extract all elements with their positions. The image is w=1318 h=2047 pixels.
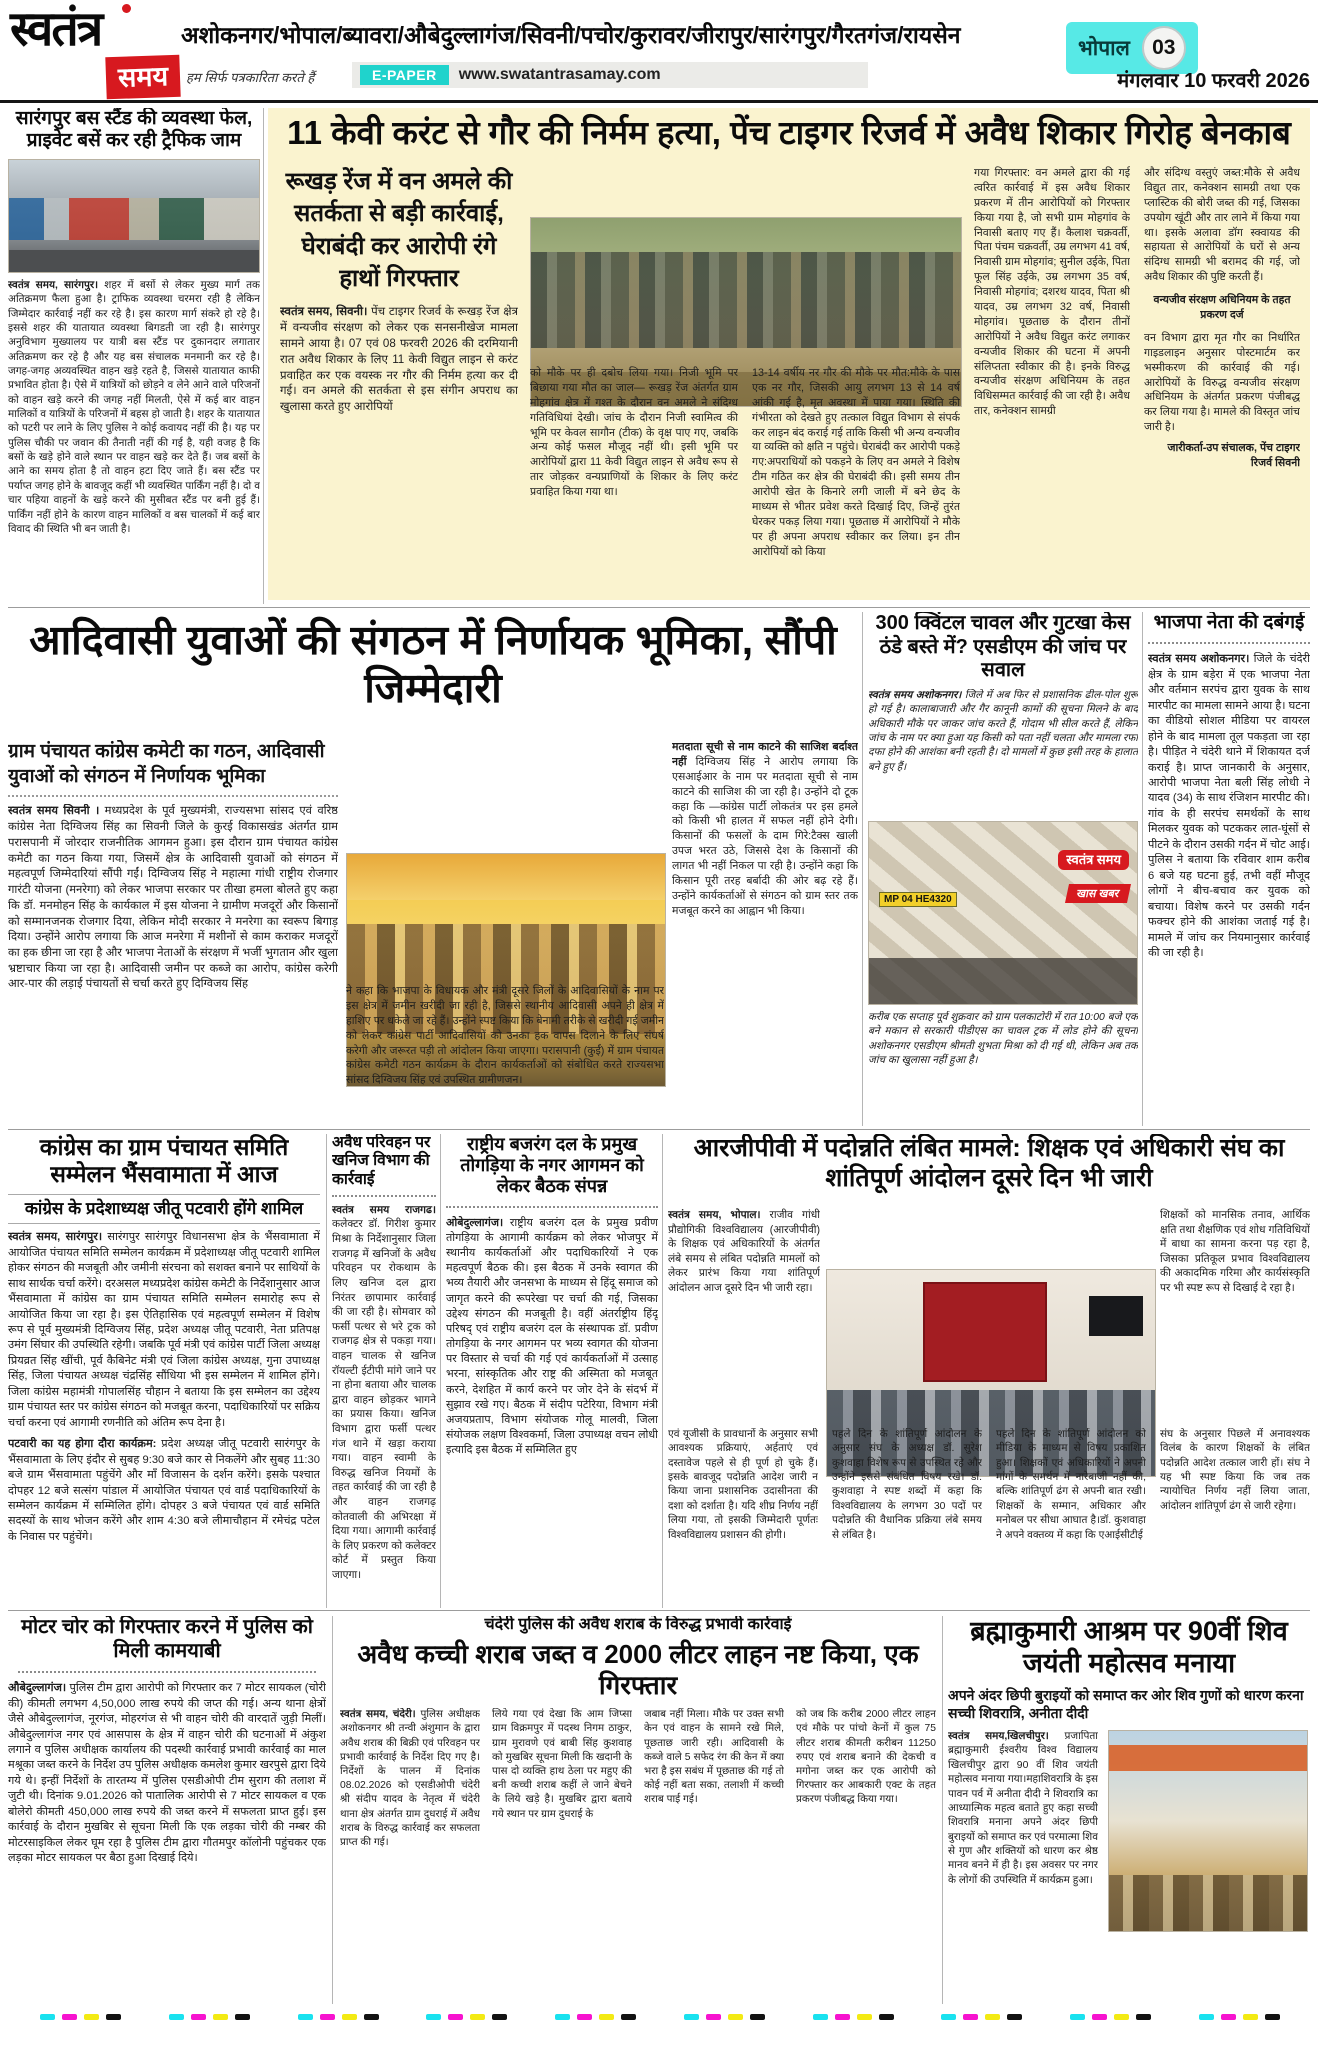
yellow-mark bbox=[213, 2014, 228, 2020]
motor-body: पुलिस टीम द्वारा आरोपी को गिरफ्तार कर 7 मोटर सायकल (चोरी की) कीमती लगभग 4,50,000 लाख रुपये की जप्त की गई। अन्य थाना क्षेत्रों जैसे औबेदुल्लागंज, नूरगंज, मोहरगंज से भी वाहन चोरी की वारदातें जुड़ी मिलीं।औबेदुल्लागंज नगर एवं आसपास के क्षेत्र में वाहन चोरी की घटनाओं में अंकुश लगाने व पुलिस अधीक्षक कार्यालय की पदस्थी कार्रवाई प्रभावी कार्रवाई का माल मश्रूका जब्त करने के निर्देश उप पुलिस अधीक्षक कमलेश कुमार खरपुसे द्वारा दिये गये थे। इन्हीं निर्देशों के तारतम्य में पुलिस एसडीओपी टीम सुराग की तलाश में जुटी थी। दिनांक 9.01.2026 को पातालिक आरोपी से 7 मोटर सायकल व एक बोलेरो कीमती 450,000 लाख रुपये की जब्त करने में सफलता प्राप्त हुई। इस कार्रवाई के दौरान मुखबिर से सूचना मिली कि एक लड़का चोरी की नम्बर की मोटरसाइकिल लेकर घूम रहा है पुलिस टीम द्वारा गौतमपुर कॉलोनी पहुंचकर एक लड़का मोटर सायकल पर बैठा हुआ दिखाई दिये। bbox=[8, 1682, 326, 1865]
magenta-mark bbox=[448, 2014, 463, 2020]
column-rule bbox=[326, 1134, 327, 1608]
gaur-arrested-col: गया गिरफ्तार: वन अमले द्वारा की गई त्वरित कार्रवाई में इस अवैध शिकार प्रकरण में तीन आरोपियों को गिरफ्तार किया गया है, जो सभी ग्राम मोहगांव के निवासी बताए गए हैं। कैलाश चक्रवर्ती, पिता पंचम चक्रवर्ती, उम्र लगभग 41 वर्ष, निवासी ग्राम मोहगांव; सुनील उईके, पिता फूल सिंह उईके, उम्र लगभग 35 वर्ष, निवासी मोहगांव; दशरथ यादव, पिता श्री यादव, उम्र लगभग 32 वर्ष, निवासी मोहगांव। पूछताछ के दौरान तीनों आरोपियों ने अवैध विद्युत करंट लगाकर वन्यजीव शिकार की घटना में अपनी संलिप्तता स्वीकार की है। इनके विरुद्ध वन्यजीव संरक्षण अधिनियम के तहत विधिसम्मत कार्रवाई की जा रही है। अवैध तार, कनेक्शन सामग्री bbox=[974, 167, 1130, 418]
shiv-headline: ब्रह्माकुमारी आश्रम पर 90वीं शिव जयंती महोत्सव मनाया bbox=[970, 1616, 1288, 1678]
article-motor-chor bbox=[8, 1616, 326, 2004]
gaur-byline: स्वतंत्र समय, सिवनी। bbox=[280, 304, 368, 318]
banner-shape bbox=[1109, 1745, 1307, 1771]
cyan-mark bbox=[813, 2014, 828, 2020]
edition-cities: अशोकनगर/भोपाल/ब्यावरा/औबेदुल्लागंज/सिवनी/पचोर/कुरावर/जीरापुर/सारंगपुर/गैरतगंज/रायसेन bbox=[181, 22, 961, 48]
black-mark bbox=[1136, 2014, 1151, 2020]
cmyk-mark-group bbox=[298, 2014, 379, 2020]
column-rule bbox=[1142, 612, 1143, 1126]
sammelan-body: सारंगपुर सारंगपुर विधानसभा क्षेत्र के भैंसवामाता में आयोजित पंचायत समिति सम्मेलन कार्यक्रम में प्रदेशाध्यक्ष जीतू पटवारी शामिल होकर संगठन की मजबूती और जमीनी संरचना को सशक्त बनाने पर साथियों के साथ सार्थक चर्चा करेंगे। दरअसल मध्यप्रदेश कांग्रेस कमेटी के निर्देशानुसार आज भैंसवामाता में कांग्रेस का ग्राम पंचायत समिति सम्मेलन समारोह रूप से आयोजित किया जा रहा है। इस ऐतिहासिक एवं महत्वपूर्ण सम्मेलन में विशेष रूप से पूर्व मुख्यमंत्री दिग्विजय सिंह, प्रदेश अध्यक्ष जीतू पटवारी, नेता प्रतिपक्ष उमंग सिंघार की उपस्थिति रहेगी। जबकि पूर्व मंत्री एवं कांग्रेस पार्टी जिला अध्यक्ष प्रियव्रत सिंह खींची, पूर्व कैबिनेट मंत्री एवं जिला कांग्रेस अध्यक्ष, गुना उपाध्यक्ष सिंह, जिला पंचायत अध्यक्ष चंद्रसिंह सौंधिया भी इस सम्मेलन में शामिल होंगे। जिला कांग्रेस महामंत्री गोपालसिंह चौहान ने बताया कि इस सम्मेलन का उद्देश्य ग्राम पंचायत स्तर पर कांग्रेस संगठन को मजबूत करना, पदाधिकारियों पर सक्रिय चर्चा करना एवं आगामी रणनीति को अंतिम रूप देना है। bbox=[8, 1231, 320, 1429]
sharab-col3: जबाब नहीं मिला। मौके पर उक्त सभी केन एवं वाहन के सामने रखे मिले, पूछताछ जारी रही। आदिवासी के कब्जे वाले 5 सफेद रंग की केन में क्या भरा है इस सबंध में पूछताछ की गई तो कोई नहीं बता सका, तलाशी में कच्ची शराब पाई गई। bbox=[644, 1709, 784, 1806]
column-rule bbox=[942, 1616, 943, 2004]
bus-stand-photo bbox=[8, 159, 260, 273]
adivasi-right-lead: मतदाता सूची से नाम काटने की साजिश बर्दाश्त नहीं bbox=[672, 741, 858, 768]
motor-byline: औबेदुल्लागंज। bbox=[8, 1682, 67, 1695]
cyan-mark bbox=[169, 2014, 184, 2020]
column-rule bbox=[332, 1616, 333, 2004]
article-khanij-karwai bbox=[332, 1134, 436, 1608]
black-mark bbox=[621, 2014, 636, 2020]
dabangai-byline: स्वतंत्र समय अशोकनगर। bbox=[1148, 653, 1250, 666]
article-bus-stand bbox=[8, 108, 260, 604]
cyan-mark bbox=[684, 2014, 699, 2020]
gaur-headline: 11 केवी करंट से गौर की निर्मम हत्या, पेंच टाइगर रिजर्व में अवैध शिकार गिरोह बेनकाब bbox=[287, 114, 1291, 151]
adivasi-subhead: ग्राम पंचायत कांग्रेस कमेटी का गठन, आदिवासी युवाओं को संगठन में निर्णायक भूमिका bbox=[8, 740, 338, 797]
issue-date: मंगलवार 10 फरवरी 2026 bbox=[1117, 70, 1310, 92]
magenta-mark bbox=[62, 2014, 77, 2020]
epaper-button[interactable]: E-PAPER bbox=[360, 65, 449, 85]
togadia-byline: ओबेदुल्लागंज। bbox=[446, 1216, 504, 1229]
shiv-byline: स्वतंत्र समय,खिलचीपुर। bbox=[948, 1731, 1049, 1743]
cmyk-mark-group bbox=[684, 2014, 765, 2020]
yellow-mark bbox=[342, 2014, 357, 2020]
yellow-mark bbox=[84, 2014, 99, 2020]
shiv-jayanti-photo bbox=[1108, 1730, 1308, 1932]
magenta-mark bbox=[191, 2014, 206, 2020]
rgpv-body-left: राजीव गांधी प्रौद्योगिकी विश्वविद्यालय (आरजीपीवी) के शिक्षक एवं अधिकारियों के अंतर्गत लंबे समय से लंबित पदोन्नति मामलों को लेकर प्रारंभ किया गया शांतिपूर्ण आंदोलन आज दूसरे दिन भी जारी रहा। bbox=[668, 1209, 820, 1295]
magenta-mark bbox=[1092, 2014, 1107, 2020]
magenta-mark bbox=[320, 2014, 335, 2020]
article-sharab-jabti bbox=[340, 1616, 936, 2004]
adivasi-body-right: दिग्विजय सिंह ने आरोप लगाया कि एसआईआर के नाम पर मतदाता सूची से नाम काटने की साजिश की जा रही है। उन्होंने दो टूक कहा कि —कांग्रेस पार्टी लोकतंत्र पर इस हमले को किसी भी हालत में सफल नहीं होने देगी। किसानों की फसलों के दाम गिरे:टैक्स खाली उपज भरत उठे, जिससे देश के किसानों की लागत भी नहीं निकल पा रही है। उन्होंने कहा कि किसान पूरी तरह बर्बादी की ओर बढ़ रहे हैं। उन्होंने कार्यकर्ताओं से संगठन को ग्राम स्तर तक मजबूत करने का आह्वान भी किया। bbox=[672, 755, 858, 917]
black-mark bbox=[1265, 2014, 1280, 2020]
cmyk-mark-group bbox=[426, 2014, 507, 2020]
rgpv-col4: संघ के अनुसार पिछले में अनावश्यक विलंब के कारण शिक्षकों के लंबित पदोन्नति आदेश तत्काल जारी हों। संघ ने यह भी स्पष्ट किया कि जब तक न्यायोचित निर्णय नहीं लिया जाता, आंदोलन शांतिपूर्ण ढंग से जारी रहेगा। bbox=[1160, 1429, 1310, 1512]
yellow-mark bbox=[1243, 2014, 1258, 2020]
cmyk-mark-group bbox=[1199, 2014, 1280, 2020]
rice-body-2: करीब एक सप्ताह पूर्व शुक्रवार को ग्राम पलकाटोरी में रात 10:00 बजे एक बने मकान से सरकारी पीडीएस का चावल ट्रक में लोड होने की सूचना अशोकनगर एसडीएम श्रीमती शुभता मिश्रा को दी गई थी, लेकिन अब तक जांच का खुलासा नहीं हुआ है। bbox=[868, 1011, 1138, 1066]
gaur-under-photo-col2: 13-14 वर्षीय नर गौर की मौके पर मौत:मौके के पास एक नर गौर, जिसकी आयु लगभग 13 से 14 वर्ष आंकी गई है, मृत अवस्था में पाया गया। स्थिति की गंभीरता को देखते हुए तत्काल विद्युत विभाग से संपर्क कर लाइन बंद कराई गई ताकि किसी भी अन्य वन्यजीव या व्यक्ति को क्षति न पहुंचे। घेराबंदी कर आरोपी पकड़े गए:अपराधियों को पकड़ने के लिए वन अमले ने विशेष टीम गठित कर क्षेत्र की घेराबंदी की। इसी समय तीन आरोपी खेत के किनारे लगी जाली में बने छेद के माध्यम से भीतर प्रवेश करते दिखाई दिए, जिन्हें तुरंत घेरकर पकड़ लिया गया। पूछताछ में आरोपियों ने मौके पर ही अपना अपराध स्वीकार कर लिया। इन तीन आरोपियों को किया bbox=[752, 367, 960, 558]
rgpv-byline: स्वतंत्र समय, भोपाल। bbox=[668, 1209, 761, 1221]
road-shape bbox=[9, 250, 259, 272]
column-rule bbox=[862, 612, 863, 1126]
column-rule bbox=[440, 1134, 441, 1608]
cyan-mark bbox=[1199, 2014, 1214, 2020]
sharab-col4: को जब कि करीब 2000 लीटर लाहन एवं मौके पर पांचो केनों में कुल 75 लीटर शराब कीमती करीबन 11250 रुपए एवं शराब बनाने की देकची व मगोना जब्त कर एक आरोपी को गिरफ्तार कर आबकारी एक्ट के तहत प्रकरण पंजीबद्ध किया गया। bbox=[796, 1709, 936, 1806]
column-rule bbox=[662, 1134, 663, 1608]
cyan-mark bbox=[40, 2014, 55, 2020]
article-shiv-jayanti bbox=[948, 1616, 1310, 2004]
cmyk-mark-group bbox=[813, 2014, 894, 2020]
masthead-title: स्वतंत्र bbox=[10, 3, 102, 56]
magenta-mark bbox=[577, 2014, 592, 2020]
section-rule bbox=[8, 607, 1310, 608]
rice-byline: स्वतंत्र समय अशोकनगर। bbox=[868, 689, 962, 701]
rice-seizure-photo bbox=[868, 821, 1138, 1005]
bus-stand-body: शहर में बसों से लेकर मुख्य मार्ग तक अतिक्रमण फैला हुआ है। ट्राफिक व्यवस्था चरमरा रही है लेकिन जिम्मेदार कार्रवाई नहीं कर रहे है। इस कारण मार्ग संकरे हो रहे है। इससे शहर की यातायात व्यवस्था बिगडती जा रही है। सारंगपुर अनुविभाग मुख्यालय पर यात्री बस स्टैंड पर दुकानदार लगातार अतिक्रमण कर रहे है और यह बस संचालक मनमानी कर रहे है। जगह-जगह अव्यवस्थित वाहन खड़े रहते है, जिससे यातायात काफी प्रभावित होता है। ऐसे में यात्रियों को छोड़ने व लेने आने वाले परिजनों को वाहन खड़े करने की जगह नहीं मिलती, ऐसे में कई बार वाहन मालिकों व यात्रियों के परिजनों में बहस हो जाती है। शहर के यातायात को पटरी पर लाने के लिए पुलिस ने कोई कवायद नहीं की है। यह पर पुलिस चौकी पर जवान की तैनाती नहीं की गई है, यही वजह है कि बसों के खड़े होने वाले स्थान पर वाहन खड़े कर देते हैं। जब बसों के आने का समय होता है तो वाहन हटा दिए जाते हैं। बस स्टैंड पर पर्याप्त जगह होने के बावजूद कहीं भी व्यवस्थित पार्किंग नहीं है। दो व चार पहिया वाहनों के खड़े करने की मुसीबत स्टैंड पर बनी हुई हैं। पार्किंग नहीं होने के कारण वाहन मालिकों व बस चालकों में कई बार विवाद की स्थिति भी बन जाती है। bbox=[8, 279, 260, 535]
black-mark bbox=[879, 2014, 894, 2020]
rgpv-headline: आरजीपीवी में पदोन्नति लंबित मामले: शिक्षक एवं अधिकारी संघ का शांतिपूर्ण आंदोलन दूसरे दिन भी जारी bbox=[693, 1134, 1285, 1192]
dabangai-headline: भाजपा नेता की दबंगई bbox=[1148, 612, 1310, 644]
header-rule bbox=[0, 100, 1318, 103]
newspaper-photo-badge: स्वतंत्र समय bbox=[1058, 850, 1129, 870]
sharab-headline: अवैध कच्ची शराब जब्त व 2000 लीटर लाहन नष्ट किया, एक गिरफ्तार bbox=[357, 1638, 919, 1700]
sammelan-byline: स्वतंत्र समय, सारंगपुर। bbox=[8, 1231, 103, 1244]
rgpv-col1: एवं यूजीसी के प्रावधानों के अनुसार सभी आवश्यक प्रक्रियाएं, अर्हताएं एवं दस्तावेज पहले से ही पूर्ण हो चुके हैं। इसके बावजूद पदोन्नति आदेश जारी न किया जाना प्रशासनिक उदासीनता की दशा को दर्शाता है। यदि शीघ्र निर्णय नहीं लिया गया, तो इसकी जिम्मेदारी पूर्णतः विश्वविद्यालय प्रशासन की होगी। bbox=[668, 1429, 818, 1541]
sammelan-tour-body: प्रदेश अध्यक्ष जीतू पटवारी सारंगपुर के भैंसवामाता के लिए इंदौर से सुबह 9:30 बजे कार से निकलेंगे और सुबह 11:30 बजे ग्राम भैंसवामाता पहुंचेंगे और माँ विजासन के दर्शन करेंगे। इसके पश्चात दोपहर 12 बजे सत्संग पांडाल में आयोजित पंचायत एवं वार्ड पदाधिकारियों के सम्मेलन कार्यक्रम में सम्मिलित होंगे। दोपहर 3 बजे पंचायत एवं वार्ड समिति सदस्यों के साथ भोजन करेंगे और शाम 4:30 बजे लीमाचौहान में रमेचंद्र पटेल के निवास पर पहुंचेंगे। bbox=[8, 1438, 320, 1543]
sharab-byline: स्वतंत्र समय, चंदेरी। bbox=[340, 1709, 416, 1721]
black-mark bbox=[364, 2014, 379, 2020]
shiv-subhead: अपने अंदर छिपी बुराइयों को समाप्त कर ओर शिव गुणों को धारण करना सच्ची शिवरात्रि, अनीता दीदी bbox=[948, 1686, 1304, 1721]
article-rice-case bbox=[868, 612, 1138, 1126]
gaur-intro: पेंच टाइगर रिजर्व के रूखड़ रेंज क्षेत्र में वन्यजीव संरक्षण को लेकर एक सनसनीखेज मामला सामने आया है। 07 एवं 08 फरवरी 2026 की दरमियानी रात अवैध शिकार के लिए 11 केवी विद्युत लाइन से करंट प्रवाहित कर एक वयस्क नर गौर की निर्मम हत्या कर दी गई। वन अमले की सतर्कता से इस संगीन अपराध का खुलासा करते हुए आरोपियों bbox=[280, 304, 518, 414]
gaur-under-photo-col1: को मौके पर ही दबोच लिया गया। निजी भूमि पर बिछाया गया मौत का जाल— रूखड़ रेंज अंतर्गत ग्राम मोहगांव क्षेत्र में गश्त के दौरान वन अमले ने संदिग्ध गतिविधियां देखी। जांच के दौरान निजी स्वामित्व की भूमि पर केवल सागौन (टीक) के वृक्ष पाए गए, जबकि अन्य कोई फसल मौजूद नहीं थी। इसी भूमि पर आरोपियों द्वारा 11 केवी विद्युत लाइन से अवैध रूप से तार जोड़कर वन्यप्राणियों के शिकार के लिए करंट प्रवाहित किया गया था। bbox=[530, 367, 738, 499]
khanij-byline: स्वतंत्र समय राजगढ। bbox=[332, 1203, 436, 1216]
edition-name: भोपाल bbox=[1078, 37, 1130, 60]
adivasi-byline: स्वतंत्र समय सिवनी । bbox=[8, 805, 100, 818]
masthead bbox=[10, 3, 180, 98]
bus-stand-byline: स्वतंत्र समय, सारंगपुर। bbox=[8, 279, 99, 291]
yellow-mark bbox=[599, 2014, 614, 2020]
togadia-body: राष्ट्रीय बजरंग दल के प्रमुख प्रवीण तोगड़िया के आगामी कार्यक्रम को लेकर भोजपुर में स्थानीय कार्यकर्ताओं और पदाधिकारियों ने एक महत्वपूर्ण बैठक की। इस बैठक में उनके स्वागत की भव्य तैयारी और जनसभा के माध्यम से हिंदू समाज को जागृत करने की रूपरेखा पर चर्चा की गई, जिसका उद्देश्य संगठन की मजबूती है। वहीं अंतर्राष्ट्रीय हिंदू परिषद् एवं राष्ट्रीय बजरंग दल के संस्थापक डॉ. प्रवीण तोगड़िया के नगर आगमन पर भव्य स्वागत की योजना पर विस्तार से चर्चा की गई एवं कार्यकर्ताओं में उत्साह भरना, सांस्कृतिक और राष्ट्र की अस्मिता को मजबूत करने, देशहित में कार्य करने पर जोर देने के संदर्भ में सुझाव रखे गए। बैठक में संदीप पटेरिया, विभाग मंत्री अजयप्रताप, विभाग संयोजक गोलू मालवी, जिला संयोजक लक्षण विश्वकर्मा, जिला उपाध्यक्ष वचन लोधी इत्यादि इस बैठक में सम्मिलित हुए bbox=[446, 1216, 658, 1457]
motor-headline: मोटर चोर को गिरफ्तार करने में पुलिस को मिली कामयाबी bbox=[18, 1616, 316, 1673]
tv-screen-shape bbox=[1089, 1296, 1143, 1336]
black-mark bbox=[750, 2014, 765, 2020]
khanij-body: कलेक्टर डॉ. गिरीश कुमार मिश्रा के निर्देशानुसार जिला राजगढ़ में खनिजों के अवैध परिवहन पर रोकथाम के लिए खनिज दल द्वारा निरंतर छापामार कार्रवाई की जा रही है। सोमवार को फर्सी पत्थर से भरे ट्रक को राजगढ़ क्षेत्र से पकड़ा गया। वाहन चालक से खनिज रॉयल्टी ईटीपी मांगे जाने पर ना होना बताया और चालक द्वारा वाहन छोड़कर भागने का प्रयास किया। खनिज विभाग द्वारा फर्सी पत्थर गंज थाने में खड़ा कराया गया। वाहन स्वामी के विरुद्ध खनिज नियमों के तहत कार्रवाई की जा रही है और वाहन राजगढ़ कोतवाली की अभिरक्षा में दिया गया। आगामी कार्रवाई के लिए प्रकरण को कलेक्टर कोर्ट में प्रस्तुत किया जाएगा। bbox=[332, 1218, 436, 1582]
section-rule bbox=[8, 1129, 1310, 1130]
masthead-subtitle: समय bbox=[105, 55, 180, 100]
black-mark bbox=[235, 2014, 250, 2020]
sharab-col1: पुलिस अधीक्षक अशोकनगर श्री तन्वी अंशुमान के द्वारा अवैध शराब की बिक्री एवं परिवहन पर प्रभावी कार्रवाई के निर्देश दिए गए है। निर्देशों के पालन में दिनांक 08.02.2026 को एसडीओपी चंदेरी श्री संदीप यादव के नेतृत्व में चंदेरी थाना क्षेत्र अंतर्गत ग्राम दुधराई में अवैध शराब के विरुद्ध कार्रवाई कर सफलता प्राप्त की गई। bbox=[340, 1709, 480, 1849]
rice-body-1: जिले में अब फिर से प्रशासनिक ढील-पोल शुरू हो गई है। कालाबाजारी और गैर कानूनी कामों की सूचना मिलने के बाद अधिकारी मौके पर जाकर जांच करते हैं, गोदाम भी सील करते हैं, लेकिन जांच के नाम पर क्या हुआ यह किसी को पता नहीं चलता और मामला रफा दफा होने की आशंका बनी रहती है। दो मामलों में कुछ इसी तरह के हालात बने हुए हैं। bbox=[868, 689, 1138, 773]
yellow-mark bbox=[1114, 2014, 1129, 2020]
black-mark bbox=[492, 2014, 507, 2020]
magenta-mark bbox=[963, 2014, 978, 2020]
gaur-seized-col: और संदिग्ध वस्तुएं जब्त:मौके से अवैध विद्युत तार, कनेक्शन सामग्री तथा एक प्लास्टिक की बोरी जब्त की गई, जिसका उपयोग खूंटी और तार लाने में किया गया था। इसके अलावा डॉग स्क्वायड की सहायता से आरोपियों के घरों से अन्य संदिग्ध सामग्री भी बरामद की गई, जो अवैध शिकार की पुष्टि करती हैं। bbox=[1144, 167, 1300, 284]
bus-row-shapes bbox=[9, 198, 259, 240]
officers-row-shape bbox=[531, 252, 961, 348]
gaur-credit: जारीकर्ता-उप संचालक, पेंच टाइगर रिजर्व सिवनी bbox=[1167, 442, 1300, 470]
tent-canopy-shape bbox=[347, 854, 665, 900]
article-gaur-poaching bbox=[268, 108, 1310, 600]
rice-headline: 300 क्विंटल चावल और गुटखा केस ठंडे बस्ते में? एसडीएम की जांच पर सवाल bbox=[875, 612, 1131, 682]
gathering-shape bbox=[1109, 1875, 1307, 1931]
truck-plate: MP 04 HE4320 bbox=[879, 892, 957, 907]
article-togadia-baithak bbox=[446, 1134, 658, 1608]
article-rgpv-andolan bbox=[668, 1134, 1310, 1608]
cyan-mark bbox=[555, 2014, 570, 2020]
photo-foreground-shape bbox=[869, 958, 1137, 1004]
cyan-mark bbox=[1070, 2014, 1085, 2020]
article-bjp-neta-dabangai bbox=[1148, 612, 1310, 1126]
sharab-kicker: चंदेरी पुलिस की अवैध शराब के विरुद्ध प्रभावी कार्रवाई bbox=[484, 1616, 792, 1633]
cyan-mark bbox=[941, 2014, 956, 2020]
magenta-mark bbox=[835, 2014, 850, 2020]
adivasi-headline: आदिवासी युवाओं की संगठन में निर्णायक भूमिका, सौंपी जिम्मेदारी bbox=[29, 617, 837, 712]
yellow-mark bbox=[985, 2014, 1000, 2020]
masthead-tagline: हम सिर्फ पत्रकारिता करते हैं bbox=[186, 70, 315, 85]
bus-stand-headline: सारंगपुर बस स्टैंड की व्यवस्था फेल, प्राइवेट बसें कर रही ट्रैफिक जाम bbox=[15, 108, 253, 152]
yellow-mark bbox=[857, 2014, 872, 2020]
shiv-body: प्रजापिता ब्रह्माकुमारी ईश्वरीय विश्व विद्यालय खिलचीपुर द्वारा 90 वीं शिव जयंती महोत्सव मनाया गया।महाशिवरात्रि के इस पावन पर्व में अनीता दीदी ने शिवरात्रि का आध्यात्मिक महत्व बताते हुए कहा सच्ची शिवरात्रि मनाना अपने अंदर छिपी बुराइयों को समाप्त कर एवं परमात्मा शिव से गुण और शक्तियों को धारण कर श्रेष्ठ मानव बनने में ही है। इस अवसर पर नगर के लोगों की उपस्थिति में कार्यक्रम हुआ। bbox=[948, 1731, 1098, 1886]
sammelan-subhead: कांग्रेस के प्रदेशाध्यक्ष जीतू पटवारी होंगे शामिल bbox=[8, 1194, 320, 1224]
gaur-subhead: रूखड़ रेंज में वन अमले की सतर्कता से बड़ी कार्रवाई, घेराबंदी कर आरोपी रंगे हाथों गिरफ्तार bbox=[285, 168, 513, 293]
cmyk-mark-group bbox=[40, 2014, 121, 2020]
cyan-mark bbox=[426, 2014, 441, 2020]
black-mark bbox=[1007, 2014, 1022, 2020]
yellow-mark bbox=[728, 2014, 743, 2020]
article-adivasi-sangathan bbox=[8, 612, 858, 1126]
website-link[interactable]: www.swatantrasamay.com bbox=[458, 66, 661, 83]
gaur-case-subhead: वन्यजीव संरक्षण अधिनियम के तहत प्रकरण दर्ज bbox=[1153, 294, 1291, 322]
cyan-mark bbox=[298, 2014, 313, 2020]
print-registration-marks bbox=[40, 2014, 1280, 2020]
masthead-dot bbox=[122, 4, 131, 13]
cmyk-mark-group bbox=[555, 2014, 636, 2020]
rgpv-col3: पहले दिन के शांतिपूर्ण आंदोलन को मीडिया के माध्यम से विषय प्रकाशित हुआ। शिक्षकों एवं अधिकारियों ने अपनी मांगों के समर्थन में नारेबाजी नहीं की, बल्कि शांतिपूर्ण ढंग से अपनी बात रखी। शिक्षकों के सम्मान, अधिकार और मनोबल पर सीधा आघात है।डॉ. कुशवाहा ने अपने वक्तव्य में कहा कि एआईसीटीई bbox=[996, 1429, 1146, 1541]
magenta-mark bbox=[706, 2014, 721, 2020]
yellow-mark bbox=[470, 2014, 485, 2020]
page-number: 03 bbox=[1142, 26, 1186, 70]
sammelan-tour-lead: पटवारी का यह होगा दौरा कार्यक्रम: bbox=[8, 1438, 157, 1451]
magenta-mark bbox=[1221, 2014, 1236, 2020]
rgpv-body-right: शिक्षकों को मानसिक तनाव, आर्थिक क्षति तथा शैक्षणिक एवं शोध गतिविधियों में बाधा का सामना करना पड़ रहा है, जिसका प्रतिकूल प्रभाव विश्वविद्यालय की अकादमिक गरिमा और कार्यसंस्कृति पर भी स्पष्ट रूप से दिखाई दे रहा है। bbox=[1160, 1209, 1310, 1295]
sharab-col2: लिये गया एवं देखा कि आम जिप्सा ग्राम विक्रमपुर में पदस्थ निगम ठाकुर, ग्राम मुरावणे एवं बाबी सिंह कुशवाह को मुखबिर सूचना मिली कि खदानी के पास दो व्यक्ति हाथ ठेला पर महुए की बनी कच्ची शराब कहीं ले जाने बेचने के लिये खड़े है। मुखबिर द्वारा बताये गये स्थान पर ग्राम दुधराई के bbox=[492, 1709, 632, 1820]
notice-board-shape bbox=[923, 1282, 1047, 1382]
epaper-bar bbox=[352, 62, 868, 88]
article-congress-sammelan bbox=[8, 1134, 320, 1608]
dabangai-body: जिले के चंदेरी क्षेत्र के ग्राम बड़ेरा में एक भाजपा नेता और वर्तमान सरपंच द्वारा युवक के साथ मारपीट का मामला सामने आया है। घटना का वीडियो सोशल मीडिया पर वायरल होने के बाद मामला तूल पकड़ता जा रहा है। पीड़ित ने चंदेरी थाने में शिकायत दर्ज कराई है। प्राप्त जानकारी के अनुसार, आरोपी भाजपा नेता बली सिंह लोधी ने यादव (34) के साथ रंजिशन मारपीट की। गांव के ही सरपंच समर्थकों के साथ मिलकर युवक को पटककर लात-घूंसों से पीटने के दौरान उसकी गर्दन में चोट आई। पुलिस ने बताया कि रविवार शाम करीब 6 बजे यह घटना हुई, तभी वहीं मौजूद लोगों ने बीच-बचाव कर युवक को बचाया। विशेष करने पर उसकी गर्दन फक्चर होने की आशंका जताई गई है। मामले में जांच कर नियमानुसार कार्रवाई की जा रही है। bbox=[1148, 653, 1310, 960]
gaur-case-body: वन विभाग द्वारा मृत गौर का निर्धारित गाइडलाइन अनुसार पोस्टमार्टम कर भस्मीकरण की कार्रवाई की गई। आरोपियों के विरुद्ध वन्यजीव संरक्षण अधिनियम के अंतर्गत प्रकरण पंजीबद्ध कर लिया गया है। मामले की विस्तृत जांच जारी है। bbox=[1144, 331, 1300, 434]
togadia-headline: राष्ट्रीय बजरंग दल के प्रमुख तोगड़िया के नगर आगमन को लेकर बैठक संपन्न bbox=[446, 1134, 658, 1208]
khanij-headline: अवैध परिवहन पर खनिज विभाग की कार्रवाई bbox=[332, 1134, 436, 1197]
sammelan-headline: कांग्रेस का ग्राम पंचायत समिति सम्मेलन भैंसवामाता में आज bbox=[39, 1134, 289, 1188]
cmyk-mark-group bbox=[1070, 2014, 1151, 2020]
black-mark bbox=[106, 2014, 121, 2020]
adivasi-body-center: ने कहा कि भाजपा के विधायक और मंत्री दूसरे जिलों के आदिवासियों के नाम पर इस क्षेत्र में जमीन खरीदी जा रही है, जिससे स्थानीय आदिवासी अपने ही क्षेत्र में हाशिए पर धकेले जा रहे हैं। उन्होंने स्पष्ट किया कि बेनामी तरीके से खरीदी गई जमीन को लेकर कांग्रेस पार्टी आदिवासियों को उनका हक वापस दिलाने के लिए संघर्ष करेगी और जरूरत पड़ी तो आंदोलन किया जाएगा। परासपानी (कुर्ई) में ग्राम पंचायत कांग्रेस कमेटी गठन कार्यक्रम के दौरान कार्यकर्ताओं को संबोधित करते राज्यसभा सांसद दिग्विजय सिंह एवं उपस्थित ग्रामीणजन। bbox=[346, 985, 664, 1087]
adivasi-body-left: मध्यप्रदेश के पूर्व मुख्यमंत्री, राज्यसभा सांसद एवं वरिष्ठ कांग्रेस नेता दिग्विजय सिंह का सिवनी जिले के कुरई विकासखंड अंतर्गत ग्राम परासपानी में जोरदार राजनीतिक आगमन हुआ। इस दौरान ग्राम पंचायत कांग्रेस कमेटी का गठन किया गया, जिसमें क्षेत्र के आदिवासी युवाओं को संगठन में महत्वपूर्ण जिम्मेदारियां सौंपी गईं। दिग्विजय सिंह ने महात्मा गांधी राष्ट्रीय रोजगार गारंटी योजना (मनरेगा) को लेकर भाजपा सरकार पर तीखा हमला बोलते हुए कहा कि डॉ. मनमोहन सिंह के कार्यकाल में इस योजना ने ग्रामीण मजदूरों और किसानों को सम्मानजनक रोजगार दिया, लेकिन मोदी सरकार ने मनरेगा का स्वरूप बिगाड़ दिया। उन्होंने आरोप लगाया कि आज मनरेगा में मशीनों से काम कराकर मजदूरों का हक छीना जा रहा है और भाजपा नेताओं के संरक्षण में भर्जी भुगतान और खुला भ्रष्टाचार किया जा रहा है। आदिवासी जमीन पर कब्जे का आरोप, कांग्रेस करेगी आर-पार की लड़ाई पंचायतों से चर्चा करते हुए दिग्विजय सिंह bbox=[8, 805, 338, 991]
column-rule bbox=[263, 108, 264, 604]
cmyk-mark-group bbox=[169, 2014, 250, 2020]
rgpv-col2: पहले दिन के शांतिपूर्ण आंदोलन के अनुसार संघ के अध्यक्ष डॉ. सुरेश कुशवाहा विशेष रूप से उपस्थित रहे और उन्होंने इससे संबंधित विषय रखे। डॉ. कुशवाहा ने स्पष्ट शब्दों में कहा कि विश्वविद्यालय के लगभग 30 पदों पर पदोन्नति की वैधानिक प्रक्रिया लंबे समय से लंबित है। bbox=[832, 1429, 982, 1541]
section-rule bbox=[8, 1610, 1310, 1611]
cmyk-mark-group bbox=[941, 2014, 1022, 2020]
khas-khabar-ribbon: खास खबर bbox=[1065, 884, 1131, 903]
